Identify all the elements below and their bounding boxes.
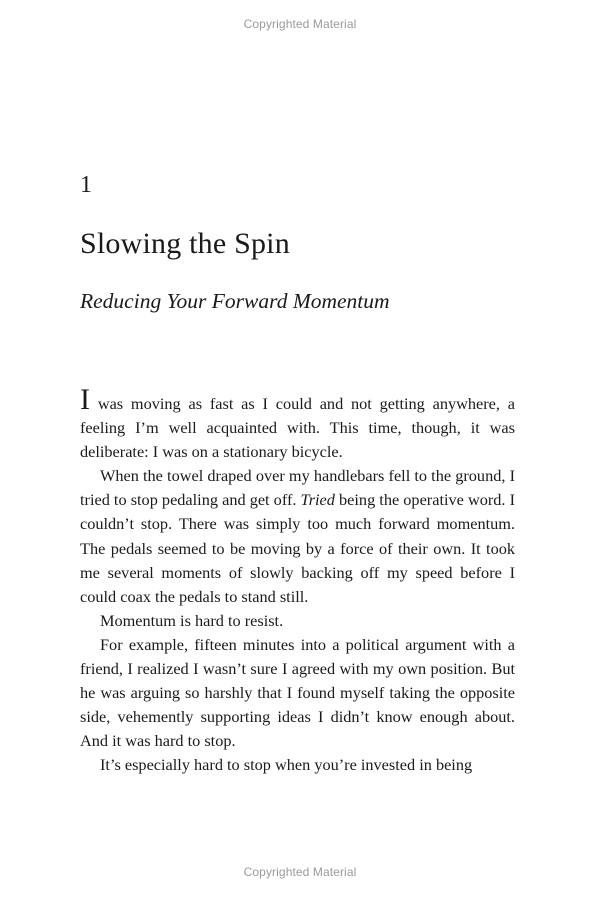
chapter-title: Slowing the Spin	[80, 227, 290, 260]
copyright-watermark-top: Copyrighted Material	[243, 17, 357, 31]
paragraph-4: For example, fifteen minutes into a political argument with a friend, I realized I wasn’t sure I agreed with my own position. But he was arguing so harshly that I found myself taking the opposite side, vehemently supporting ideas I didn’t know enough about. And it was hard to stop.	[80, 634, 515, 751]
copyright-watermark-bottom: Copyrighted Material	[243, 865, 357, 879]
paragraph-2-text-end: being the operative word. I couldn’t stop. There was simply too much forward momentum. The pedals seemed to be moving by a force of their own. It took me several moments of slowly backing off my speed before I could coax the pedals to stand still.	[80, 490, 516, 606]
paragraph-2-text-start: When the towel draped over my handlebars fell to the ground, I tried to stop pedaling and get off.	[80, 466, 515, 510]
chapter-number: 1	[80, 172, 92, 198]
body-text	[80, 383, 516, 778]
drop-cap: I	[80, 383, 90, 416]
paragraph-1-text: was moving as fast as I could and not getting anywhere, a feeling I’m well acquainted with. This time, though, it was deliberate: I was on a stationary bicycle.	[80, 394, 515, 462]
paragraph-2-emphasis: Tried	[300, 490, 335, 510]
paragraph-1	[80, 383, 515, 464]
chapter-subtitle: Reducing Your Forward Momentum	[80, 289, 390, 313]
paragraph-3: Momentum is hard to resist.	[100, 610, 284, 630]
paragraph-2	[80, 464, 515, 609]
paragraph-5: It’s especially hard to stop when you’re invested in being	[100, 755, 473, 775]
